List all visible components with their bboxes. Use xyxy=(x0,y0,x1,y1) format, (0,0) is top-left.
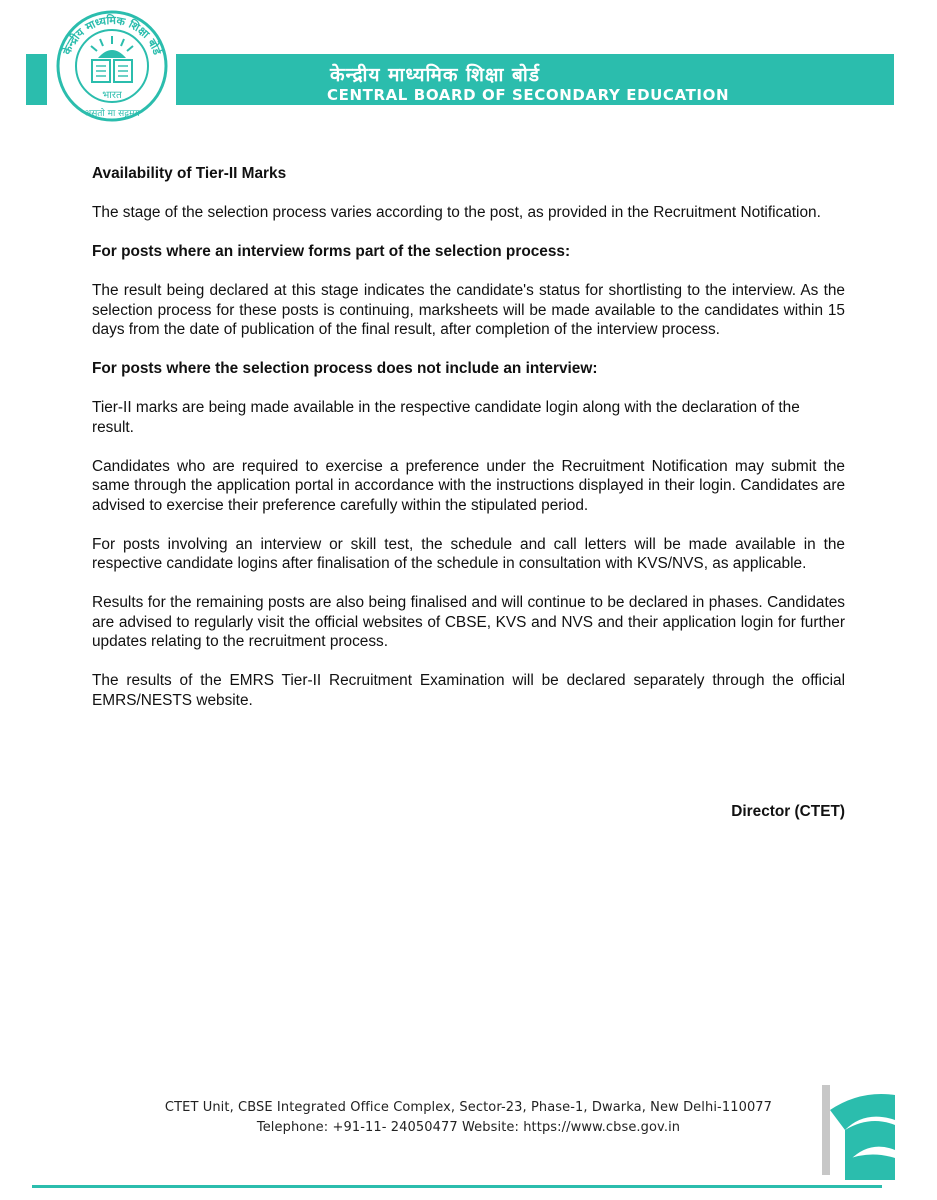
notice-title: Availability of Tier-II Marks xyxy=(92,165,287,182)
footer-contact-block xyxy=(0,1100,937,1135)
header-left-stripe xyxy=(26,54,47,105)
header-english-title: CENTRAL BOARD OF SECONDARY EDUCATION xyxy=(327,86,730,104)
footer-rule xyxy=(32,1185,882,1188)
paragraph-emrs: The results of the EMRS Tier-II Recruitment Examination will be declared separately through the official EMRS/NESTS website. xyxy=(92,672,845,709)
paragraph-interview: The result being declared at this stage indicates the candidate's status for shortlisting to the interview. As the selection process for these posts is continuing, marksheets will be made available to the candidates within 15 days from the date of publication of the final result, after completion of the interview process. xyxy=(92,282,845,338)
logo-bharat-text: भारत xyxy=(102,90,122,101)
header-hindi-title: केन्द्रीय माध्यमिक शिक्षा बोर्ड xyxy=(330,64,540,86)
heading-no-interview-posts: For posts where the selection process does not include an interview: xyxy=(92,360,598,377)
footer-address: CTET Unit, CBSE Integrated Office Complex, Sector-23, Phase-1, Dwarka, New Delhi-110077 xyxy=(164,1100,773,1115)
paragraph-preference: Candidates who are required to exercise a preference under the Recruitment Notification may submit the same through the application portal in accordance with the instructions displayed in their login. Candidates are advised to exercise their preference carefully within the stipulated period. xyxy=(92,457,845,514)
cbse-corner-mark-icon xyxy=(800,1080,915,1190)
signatory: Director (CTET) xyxy=(731,803,845,820)
paragraph-skill-test: For posts involving an interview or skill test, the schedule and call letters will be made available in the respective candidate logins after finalisation of the schedule in consultation with KVS/NVS, as applicable. xyxy=(92,535,845,572)
notice-body xyxy=(92,164,845,710)
heading-interview-posts: For posts where an interview forms part of the selection process: xyxy=(92,243,571,260)
cbse-logo-icon xyxy=(52,6,172,126)
paragraph-tier2-marks: Tier-II marks are being made available in the respective candidate login along with the declaration of the result. xyxy=(92,399,800,436)
footer-contact: Telephone: +91-11- 24050477 Website: https://www.cbse.gov.in xyxy=(256,1120,681,1135)
logo-motto-text: असतो मा सद्गमय xyxy=(84,109,140,119)
paragraph-stage: The stage of the selection process varies according to the post, as provided in the Recruitment Notification. xyxy=(92,204,821,221)
logo-arc-text: केन्द्रीय माध्यमिक शिक्षा बोर्ड xyxy=(60,13,164,57)
paragraph-remaining-posts: Results for the remaining posts are also being finalised and will continue to be declared in phases. Candidates are advised to regularly visit the official websites of CBSE, KVS and NVS and their application login for further updates relating to the recruitment process. xyxy=(92,594,845,650)
